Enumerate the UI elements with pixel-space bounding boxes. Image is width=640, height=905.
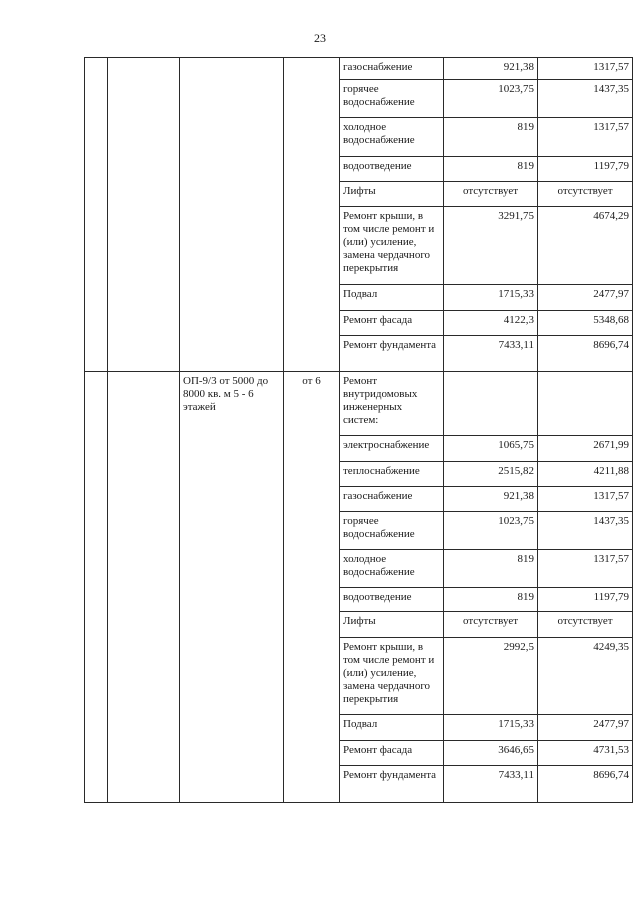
address-cell [108, 372, 180, 803]
work-type-cell: теплоснабжение [340, 462, 444, 487]
table-row [85, 372, 633, 436]
value-cell: 4249,35 [538, 638, 633, 715]
value-cell: 819 [444, 118, 538, 157]
work-type-cell: водоотведение [340, 588, 444, 612]
value-cell: 819 [444, 588, 538, 612]
value-cell [538, 372, 633, 436]
value-cell: 1317,57 [538, 58, 633, 80]
work-type-cell: Ремонт крыши, в том числе ремонт и (или) усиление, замена чердачного перекрытия [340, 207, 444, 285]
value-cell: 7433,11 [444, 336, 538, 372]
tariff-table [84, 57, 633, 803]
work-type-cell: Лифты [340, 182, 444, 207]
work-type-cell: газоснабжение [340, 487, 444, 512]
work-type-cell: Ремонт внутридомовых инженерных систем: [340, 372, 444, 436]
value-cell: 1023,75 [444, 80, 538, 118]
floors-cell [284, 58, 340, 372]
work-type-cell: Ремонт фундамента [340, 336, 444, 372]
work-type-cell: горячее водоснабжение [340, 80, 444, 118]
work-type-cell: Ремонт фундамента [340, 766, 444, 803]
value-cell: отсутствует [444, 612, 538, 638]
row-number-cell [85, 372, 108, 803]
value-cell: отсутствует [538, 612, 633, 638]
value-cell: 3646,65 [444, 741, 538, 766]
value-cell: 2477,97 [538, 715, 633, 741]
value-cell: 2477,97 [538, 285, 633, 311]
value-cell: 5348,68 [538, 311, 633, 336]
floors-cell: от 6 [284, 372, 340, 803]
value-cell: 4731,53 [538, 741, 633, 766]
value-cell: 7433,11 [444, 766, 538, 803]
value-cell: отсутствует [444, 182, 538, 207]
work-type-cell: Ремонт крыши, в том числе ремонт и (или) усиление, замена чердачного перекрытия [340, 638, 444, 715]
value-cell: 2515,82 [444, 462, 538, 487]
work-type-cell: водоотведение [340, 157, 444, 182]
value-cell: 1317,57 [538, 550, 633, 588]
page-number: 23 [314, 31, 326, 45]
value-cell: 4674,29 [538, 207, 633, 285]
value-cell: 2992,5 [444, 638, 538, 715]
value-cell: 819 [444, 550, 538, 588]
value-cell: 1437,35 [538, 512, 633, 550]
value-cell: 3291,75 [444, 207, 538, 285]
work-type-cell: Ремонт фасада [340, 311, 444, 336]
value-cell: 819 [444, 157, 538, 182]
work-type-cell: холодное водоснабжение [340, 118, 444, 157]
value-cell: 4122,3 [444, 311, 538, 336]
value-cell: 1317,57 [538, 118, 633, 157]
work-type-cell: Подвал [340, 285, 444, 311]
value-cell: 921,38 [444, 58, 538, 80]
value-cell: 4211,88 [538, 462, 633, 487]
value-cell: 1023,75 [444, 512, 538, 550]
value-cell: 1715,33 [444, 285, 538, 311]
work-type-cell: горячее водоснабжение [340, 512, 444, 550]
value-cell: 1317,57 [538, 487, 633, 512]
work-type-cell: Ремонт фасада [340, 741, 444, 766]
value-cell: 8696,74 [538, 336, 633, 372]
work-type-cell: холодное водоснабжение [340, 550, 444, 588]
table-row [85, 58, 633, 80]
category-cell [180, 58, 284, 372]
row-number-cell [85, 58, 108, 372]
value-cell: 1065,75 [444, 436, 538, 462]
address-cell [108, 58, 180, 372]
work-type-cell: газоснабжение [340, 58, 444, 80]
value-cell: 1197,79 [538, 588, 633, 612]
category-cell: ОП-9/3 от 5000 до 8000 кв. м 5 - 6 этажей [180, 372, 284, 803]
value-cell: 8696,74 [538, 766, 633, 803]
value-cell: 1437,35 [538, 80, 633, 118]
value-cell: 921,38 [444, 487, 538, 512]
work-type-cell: Подвал [340, 715, 444, 741]
value-cell: 2671,99 [538, 436, 633, 462]
work-type-cell: электроснабжение [340, 436, 444, 462]
value-cell [444, 372, 538, 436]
value-cell: 1197,79 [538, 157, 633, 182]
value-cell: отсутствует [538, 182, 633, 207]
value-cell: 1715,33 [444, 715, 538, 741]
work-type-cell: Лифты [340, 612, 444, 638]
